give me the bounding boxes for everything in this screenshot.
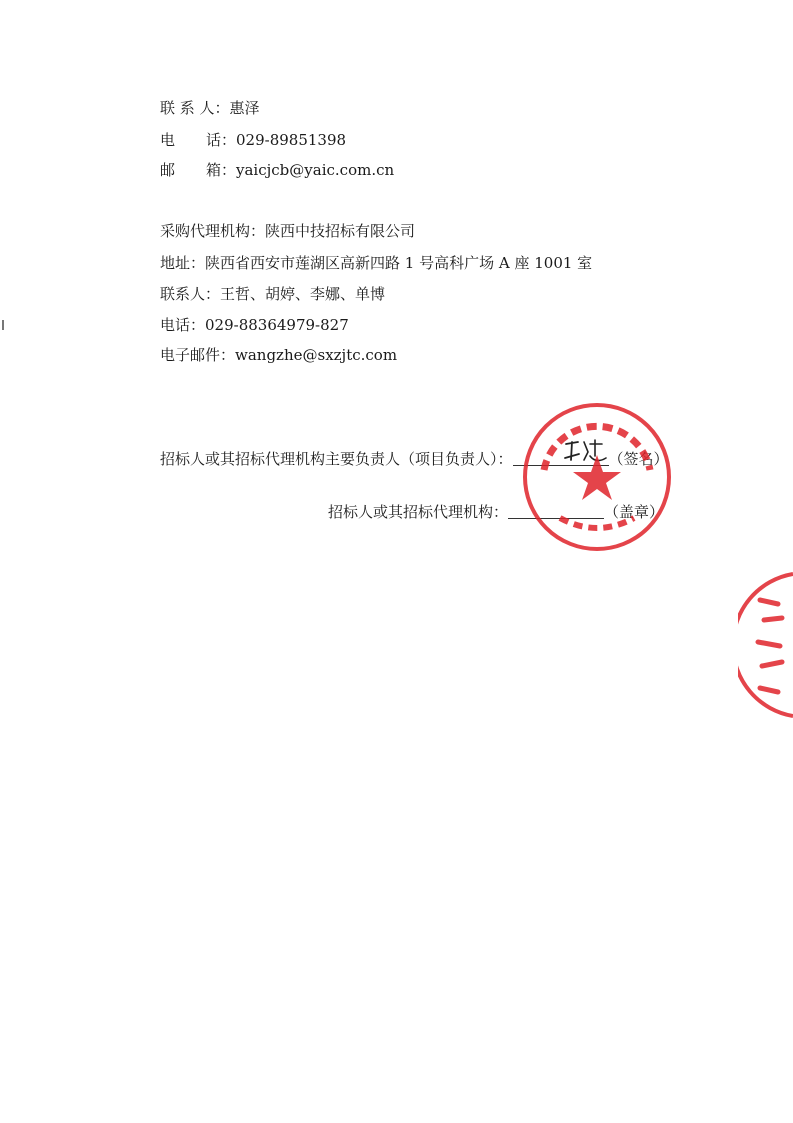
agency-email-value: wangzhe@sxzjtc.com bbox=[235, 346, 398, 364]
owner-email-value: yaicjcb@yaic.com.cn bbox=[236, 161, 395, 179]
principal-signature-label: 招标人或其招标代理机构主要负责人（项目负责人）： bbox=[160, 450, 513, 468]
cross-page-seal-fragment bbox=[738, 570, 793, 720]
agency-address-value: 陕西省西安市莲湖区高新四路 1 号高科广场 A 座 1001 室 bbox=[205, 254, 593, 272]
agency-name-value: 陕西中技招标有限公司 bbox=[265, 222, 416, 240]
principal-signature-suffix: （签名） bbox=[608, 450, 669, 468]
agency-address bbox=[160, 253, 592, 273]
owner-phone-label-b: 话： bbox=[206, 131, 237, 149]
owner-phone-value: 029-89851398 bbox=[236, 131, 347, 149]
agency-address-label: 地址： bbox=[160, 254, 206, 272]
owner-contact-person-value: 惠泽 bbox=[229, 99, 260, 117]
owner-email-label-b: 箱： bbox=[206, 161, 237, 179]
owner-email-label-a: 邮 bbox=[160, 161, 176, 179]
agency-email-label: 电子邮件： bbox=[160, 346, 236, 364]
official-seal-stamp bbox=[520, 400, 675, 555]
agency-seal-label: 招标人或其招标代理机构： bbox=[328, 503, 509, 521]
owner-contact-person-label: 联 系 人： bbox=[160, 99, 230, 117]
owner-phone-label-a: 电 bbox=[160, 131, 176, 149]
agency-phone bbox=[160, 315, 349, 335]
owner-contact-person bbox=[160, 98, 260, 118]
agency-contacts-value: 王哲、胡婷、李娜、单博 bbox=[220, 285, 386, 303]
agency-email bbox=[160, 345, 397, 365]
agency-phone-value: 029-88364979-827 bbox=[205, 316, 349, 334]
scan-artifact bbox=[2, 320, 4, 330]
agency-contacts bbox=[160, 284, 385, 304]
agency-name-label: 采购代理机构： bbox=[160, 222, 266, 240]
agency-seal-suffix: （盖章） bbox=[604, 503, 665, 521]
agency-phone-label: 电话： bbox=[160, 316, 206, 334]
agency-name bbox=[160, 221, 415, 241]
owner-phone bbox=[160, 130, 346, 150]
agency-contacts-label: 联系人： bbox=[160, 285, 221, 303]
owner-email bbox=[160, 160, 394, 180]
